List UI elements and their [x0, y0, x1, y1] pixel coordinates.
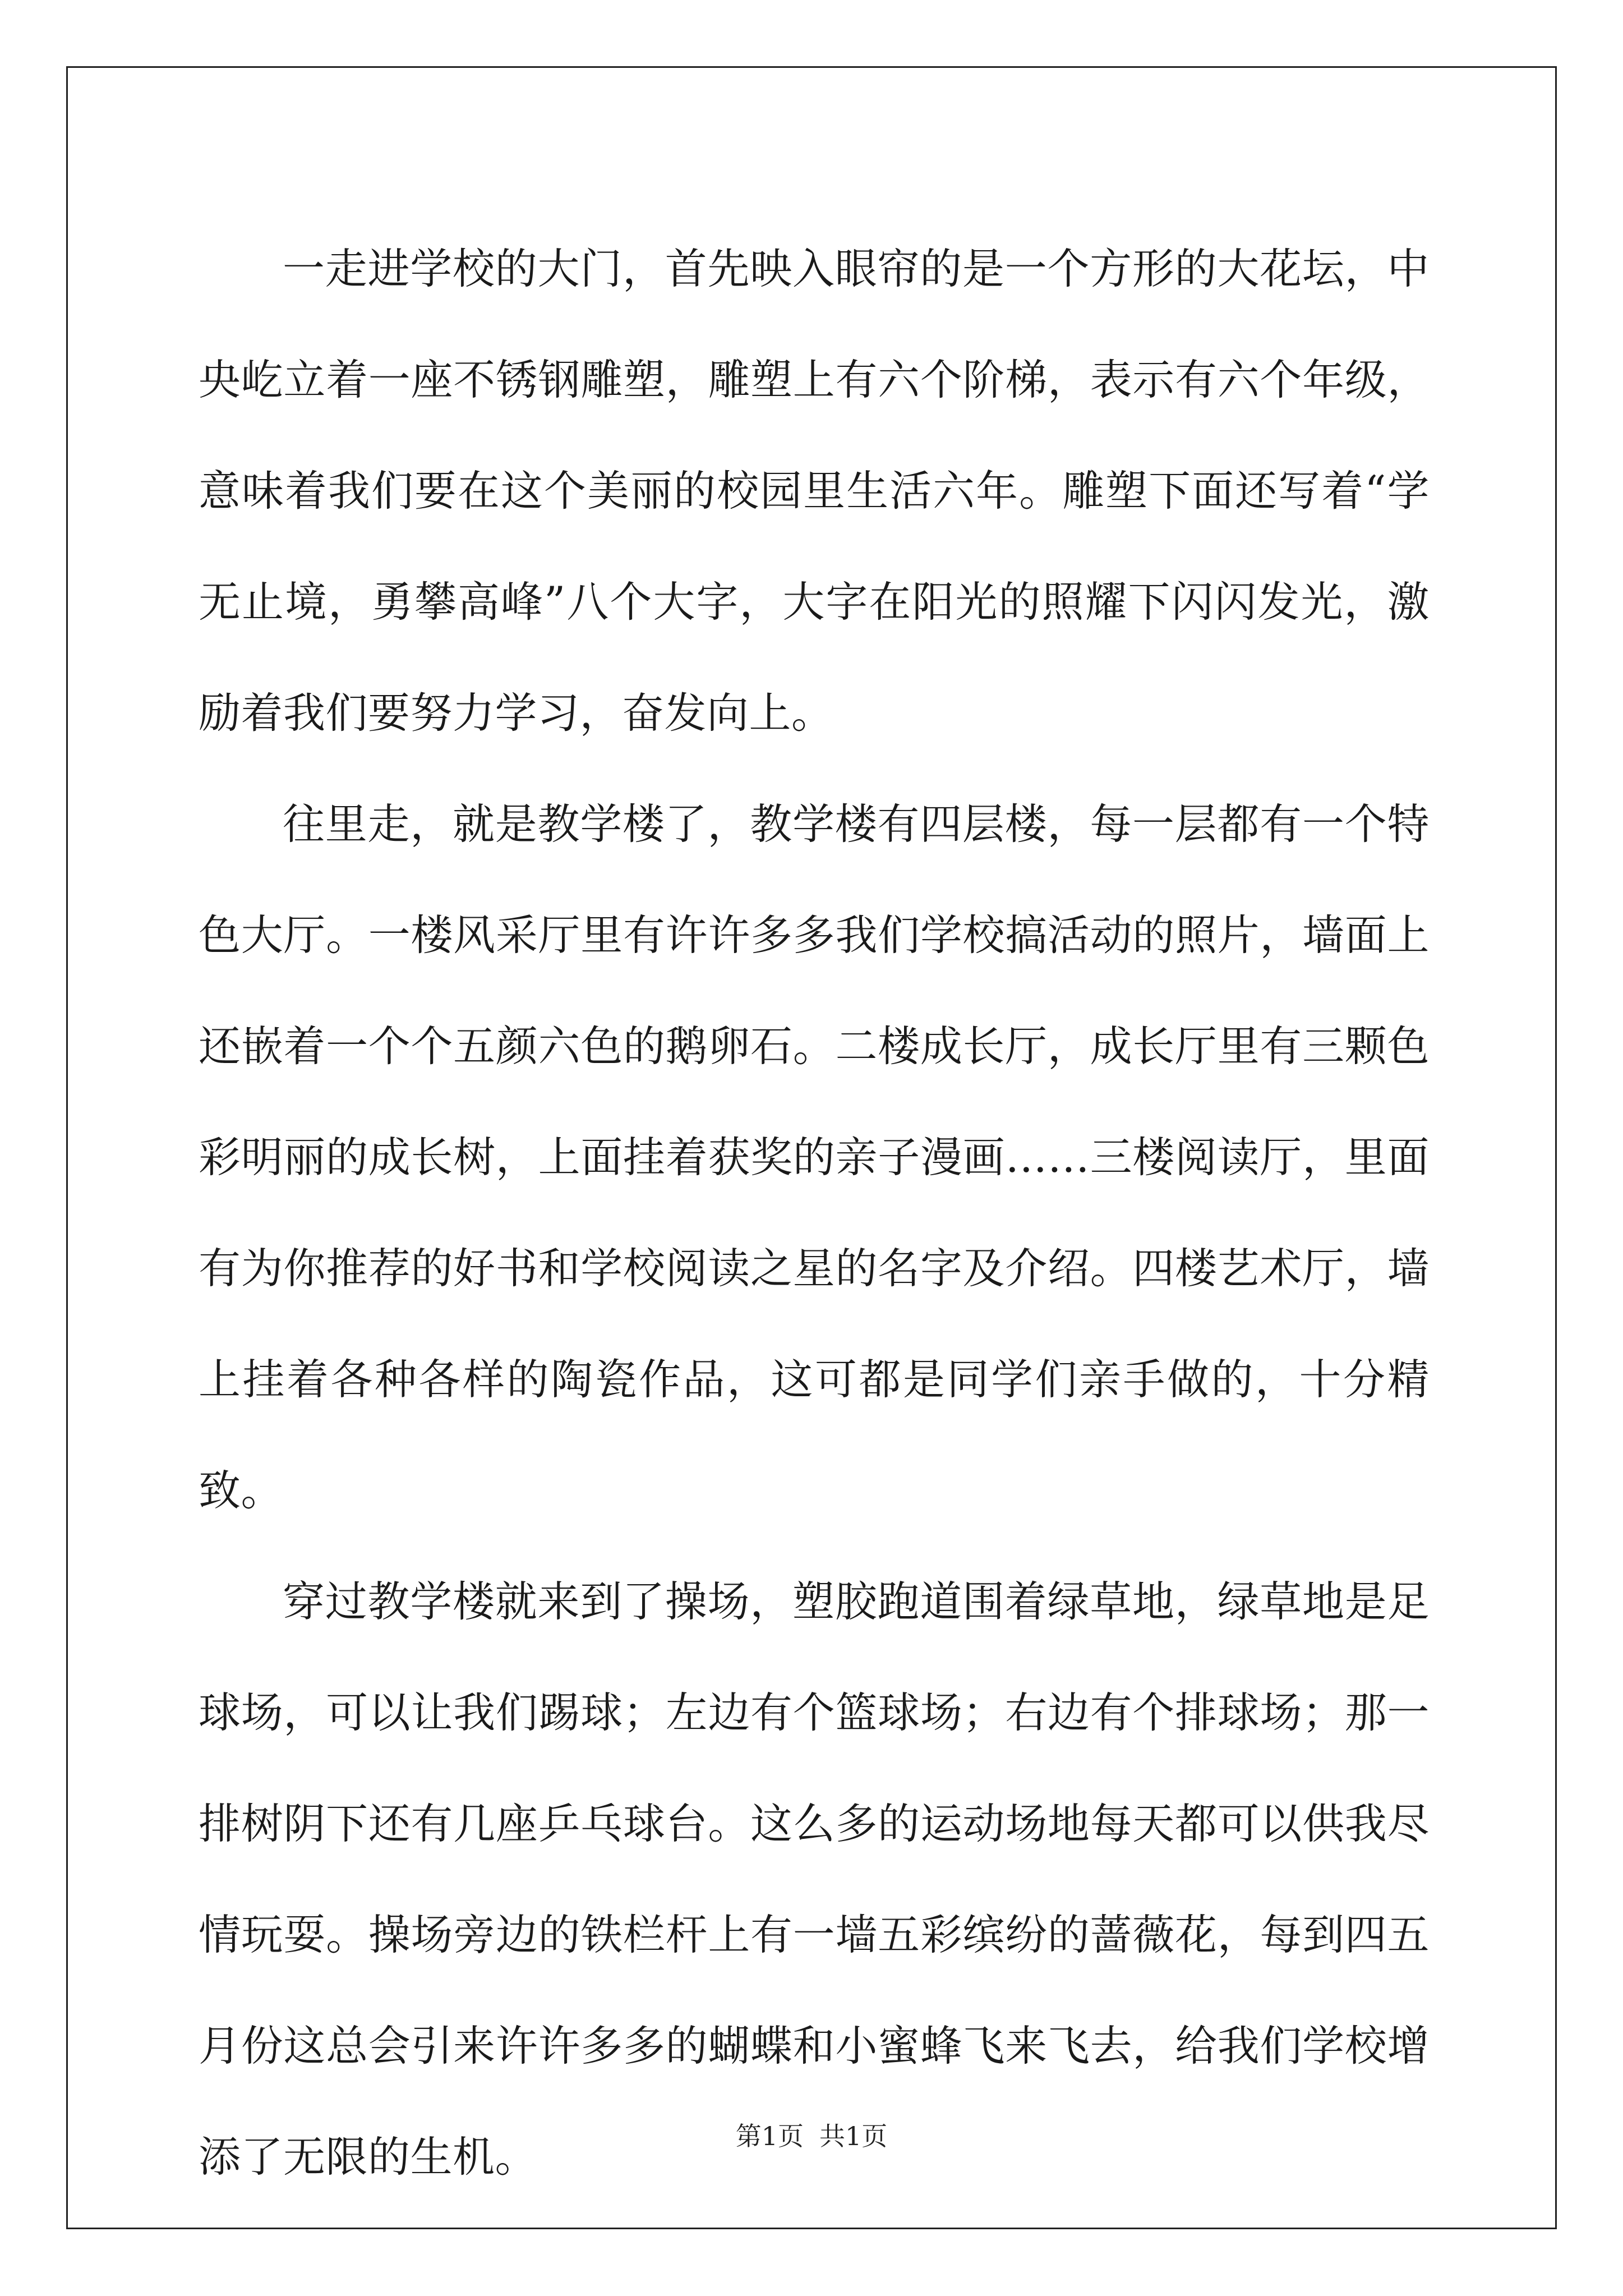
page-footer — [0, 2119, 1623, 2153]
paragraph-2: 往里走，就是教学楼了，教学楼有四层楼，每一层都有一个特色大厅。一楼风采厅里有许许多多我们学校搞活动的照片，墙面上还嵌着一个个五颜六色的鹅卵石。二楼成长厅，成长厅里有三颗色彩明丽的成长树，上面挂着获奖的亲子漫画……三楼阅读厅，里面有为你推荐的好书和学校阅读之星的名字及介绍。四楼艺术厅，墙上挂着各种各样的陶瓷作品，这可都是同学们亲手做的，十分精致。 — [199, 799, 1430, 1515]
document-body — [199, 213, 1430, 2212]
paragraph-3: 穿过教学楼就来到了操场，塑胶跑道围着绿草地，绿草地是足球场，可以让我们踢球；左边有个篮球场；右边有个排球场；那一排树阴下还有几座乒乓球台。这么多的运动场地每天都可以供我尽情玩耍。操场旁边的铁栏杆上有一墙五彩缤纷的蔷薇花，每到四五月份这总会引来许许多多的蝴蝶和小蜜蜂飞来飞去，给我们学校增添了无限的生机。 — [199, 1577, 1430, 2182]
page-number-current: 第1页 — [735, 2121, 804, 2151]
paragraph-1: 一走进学校的大门，首先映入眼帘的是一个方形的大花坛，中央屹立着一座不锈钢雕塑，雕塑上有六个阶梯，表示有六个年级，意味着我们要在这个美丽的校园里生活六年。雕塑下面还写着“学无止境，勇攀高峰”八个大字，大字在阳光的照耀下闪闪发光，激励着我们要努力学习，奋发向上。 — [199, 244, 1430, 738]
page-number-total: 共1页 — [819, 2121, 888, 2151]
